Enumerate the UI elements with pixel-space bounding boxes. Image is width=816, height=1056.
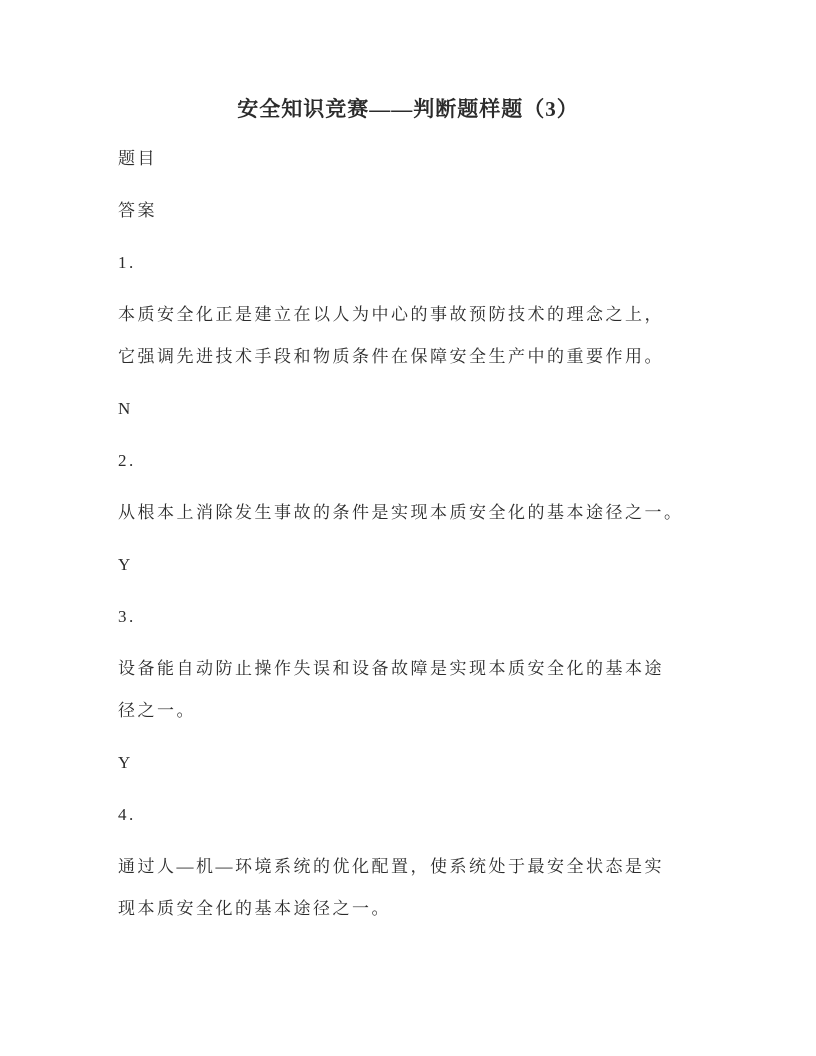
question-1-answer: N: [118, 399, 133, 418]
answer-column-label: 答案: [118, 201, 157, 220]
document-title: 安全知识竞赛——判断题样题（3）: [237, 97, 579, 121]
question-3-text: [118, 648, 698, 732]
question-3-answer: Y: [118, 753, 133, 772]
question-4-text-line-1: 通过人—机—环境系统的优化配置，使系统处于最安全状态是实: [118, 857, 664, 876]
question-4-text: [118, 846, 698, 930]
question-4-text-line-2: 现本质安全化的基本途径之一。: [118, 899, 391, 918]
question-4-number: 4.: [118, 805, 136, 824]
question-2-number: 2.: [118, 451, 136, 470]
question-3-text-line-2: 径之一。: [118, 701, 196, 720]
question-column-label: 题目: [118, 149, 157, 168]
question-1-text-line-2: 它强调先进技术手段和物质条件在保障安全生产中的重要作用。: [118, 347, 664, 366]
question-2-text: [118, 492, 698, 534]
question-3-number: 3.: [118, 607, 136, 626]
question-1-text-line-1: 本质安全化正是建立在以人为中心的事故预防技术的理念之上，: [118, 305, 664, 324]
question-1-text: [118, 294, 698, 378]
question-3-text-line-1: 设备能自动防止操作失误和设备故障是实现本质安全化的基本途: [118, 659, 664, 678]
question-2-answer: Y: [118, 555, 133, 574]
question-2-text-line-1: 从根本上消除发生事故的条件是实现本质安全化的基本途径之一。: [118, 503, 684, 522]
question-1-number: 1.: [118, 253, 136, 272]
